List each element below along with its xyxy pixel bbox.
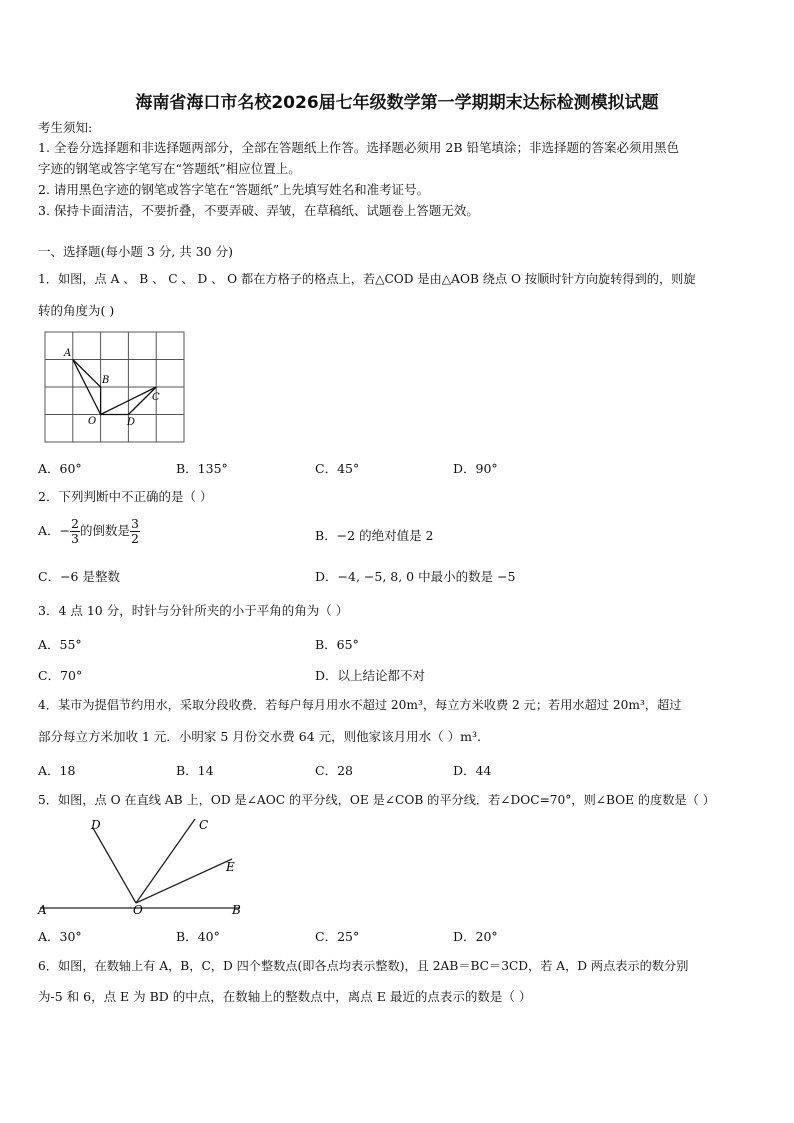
q5-option-d: D．20° — [453, 929, 498, 944]
fraction-denominator: 2 — [130, 531, 139, 546]
q1-option-b: B．135° — [176, 461, 228, 476]
point-label-b: B — [102, 375, 110, 386]
fraction-two-thirds — [70, 517, 80, 546]
fraction-three-halves — [130, 517, 140, 546]
q4-option-b: B．14 — [176, 763, 214, 778]
q4-option-a: A．18 — [38, 763, 76, 778]
q4-stem: 4．某市为提倡节约用水，采取分段收费．若每户每月用水不超过 20m³，每立方米收费 2 元；若用水超过 20m³，超过 — [38, 698, 682, 712]
q4-option-d: D．44 — [453, 763, 492, 778]
q2-option-a-prefix: A．− — [38, 523, 71, 538]
q1-option-c: C．45° — [315, 461, 360, 476]
label-b: B — [232, 903, 241, 917]
q2-option-a-mid: 的倒数是 — [79, 523, 130, 538]
q1-option-a: A．60° — [38, 461, 82, 476]
notice-item-1-cont: 字迹的钢笔或答字笔写在“答题纸”相应位置上。 — [38, 161, 301, 176]
q3-option-c: C．70° — [38, 668, 83, 683]
section-heading: 一、选择题(每小题 3 分, 共 30 分) — [38, 244, 233, 259]
q5-option-b: B．40° — [176, 929, 220, 944]
point-label-o: O — [88, 416, 97, 427]
page-title: 海南省海口市名校2026届七年级数学第一学期期末达标检测模拟试题 — [135, 93, 659, 113]
segment-ab — [73, 360, 101, 388]
notice-item-3: 3. 保持卡面清洁，不要折叠，不要弄破、弄皱，在草稿纸、试题卷上答题无效。 — [38, 203, 479, 218]
ray-oc — [136, 819, 195, 903]
q1-option-d: D．90° — [453, 461, 498, 476]
q5-option-a: A．30° — [38, 929, 82, 944]
q2-stem: 2．下列判断中不正确的是（ ） — [38, 489, 213, 504]
label-c: C — [199, 818, 209, 832]
point-label-c: C — [152, 392, 160, 403]
notice-item-2: 2. 请用黑色字迹的钢笔或答字笔在“答题纸”上先填写姓名和准考证号。 — [38, 182, 430, 197]
notice-heading: 考生须知: — [38, 120, 93, 135]
q4-option-c: C．28 — [315, 763, 353, 778]
q2-option-b: B．−2 的绝对值是 2 — [315, 528, 434, 543]
fraction-numerator: 3 — [130, 516, 139, 531]
q6-stem-cont: 为-5 和 6，点 E 为 BD 的中点，在数轴上的整数点中，离点 E 最近的点表示的数是（ ） — [38, 989, 532, 1004]
label-e: E — [226, 860, 235, 874]
q3-option-d: D．以上结论都不对 — [315, 668, 426, 683]
fraction-denominator: 3 — [71, 531, 79, 546]
q2-option-a — [38, 517, 140, 546]
label-o: O — [133, 903, 143, 917]
point-label-d: D — [127, 417, 136, 428]
q1-stem-cont: 转的角度为( ) — [38, 303, 115, 318]
fraction-numerator: 2 — [71, 516, 79, 531]
label-a: A — [38, 903, 47, 917]
ray-oe — [136, 859, 232, 903]
q1-stem: 1．如图，点 A 、 B 、 C 、 D 、 O 都在方格子的格点上，若△COD 是由△AOB 绕点 O 按顺时针方向旋转得到的，则旋 — [38, 272, 696, 286]
label-d: D — [91, 818, 101, 832]
q3-option-b: B．65° — [315, 637, 359, 652]
q2-option-c: C．−6 是整数 — [38, 569, 120, 584]
q2-option-d: D．−4, −5, 8, 0 中最小的数是 −5 — [315, 569, 516, 584]
angle-rays — [40, 819, 240, 908]
point-label-a: A — [64, 348, 72, 359]
q1-grid-figure — [44, 331, 186, 443]
q3-stem: 3．4 点 10 分，时针与分针所夹的小于平角的角为（ ） — [38, 603, 349, 618]
q5-option-c: C．25° — [315, 929, 360, 944]
q4-stem-cont: 部分每立方米加收 1 元．小明家 5 月份交水费 64 元，则他家该月用水（ ）m³. — [38, 729, 481, 744]
q5-stem: 5．如图，点 O 在直线 AB 上，OD 是∠AOC 的平分线，OE 是∠COB 的平分线．若∠DOC=70°，则∠BOE 的度数是（ ） — [38, 793, 715, 807]
q3-option-a: A．55° — [38, 637, 82, 652]
ray-od — [93, 828, 136, 903]
q5-angle-figure — [36, 814, 246, 920]
q6-stem: 6．如图，在数轴上有 A，B，C，D 四个整数点(即各点均表示整数)，且 2AB＝BC＝3CD，若 A，D 两点表示的数分别 — [38, 959, 689, 973]
notice-item-1: 1. 全卷分选择题和非选择题两部分，全部在答题纸上作答。选择题必须用 2B 铅笔填涂；非选择题的答案必须用黑色 — [38, 140, 679, 155]
